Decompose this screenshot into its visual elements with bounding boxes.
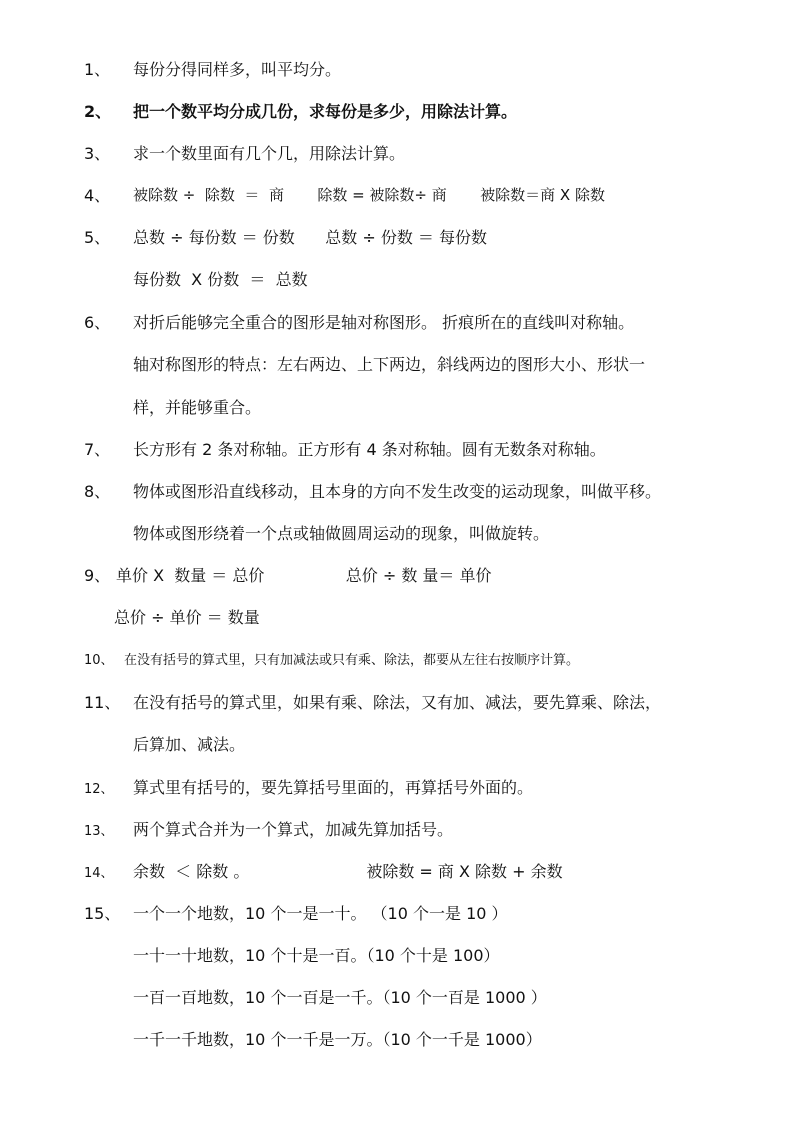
item-text: 求一个数里面有几个几，用除法计算。 bbox=[133, 144, 406, 163]
item-text: 物体或图形沿直线移动，且本身的方向不发生改变的运动现象，叫做平移。 bbox=[133, 482, 662, 501]
item-number: 10、 bbox=[84, 653, 114, 668]
item-12 bbox=[84, 778, 534, 797]
item-11 bbox=[84, 693, 662, 712]
item-text: 长方形有 2 条对称轴。正方形有 4 条对称轴。圆有无数条对称轴。 bbox=[133, 440, 606, 459]
item-number: 1、 bbox=[84, 60, 111, 79]
item-text: 被除数 ÷ 除数 ＝ 商 除数 = 被除数÷ 商 被除数＝商 X 除数 bbox=[133, 186, 605, 204]
item-text: 算式里有括号的，要先算括号里面的，再算括号外面的。 bbox=[133, 778, 534, 797]
item-8 bbox=[84, 482, 662, 501]
item-number: 9、 bbox=[84, 566, 111, 585]
item-3 bbox=[84, 144, 406, 163]
item-number: 5、 bbox=[84, 228, 111, 247]
item-text: 一个一个地数，10 个一是一十。 （10 个一是 10 ） bbox=[133, 904, 508, 923]
item-text: 余数 ＜ 除数 。 被除数 = 商 X 除数 + 余数 bbox=[133, 862, 563, 881]
item-5 bbox=[84, 228, 488, 247]
item-15 bbox=[84, 904, 508, 923]
item-text: 一十一十地数，10 个十是一百。（10 个十是 100） bbox=[133, 946, 500, 965]
item-number: 4、 bbox=[84, 186, 111, 205]
item-text: 一百一百地数，10 个一百是一千。（10 个一百是 1000 ） bbox=[133, 988, 547, 1007]
item-text: 单价 X 数量 ＝ 总价 总价 ÷ 数 量＝ 单价 bbox=[116, 566, 492, 585]
item-number: 11、 bbox=[84, 693, 121, 712]
item-7 bbox=[84, 440, 606, 459]
item-number: 15、 bbox=[84, 904, 121, 923]
item-text: 每份数 X 份数 ＝ 总数 bbox=[133, 270, 308, 289]
item-text: 物体或图形绕着一个点或轴做圆周运动的现象，叫做旋转。 bbox=[133, 524, 550, 543]
item-text: 在没有括号的算式里，只有加减法或只有乘、除法，都要从左往右按顺序计算。 bbox=[124, 653, 580, 668]
item-number: 6、 bbox=[84, 313, 111, 332]
item-text: 轴对称图形的特点：左右两边、上下两边，斜线两边的图形大小、形状一 bbox=[133, 355, 646, 374]
item-4 bbox=[84, 186, 605, 205]
item-number: 14、 bbox=[84, 866, 114, 881]
item-text: 两个算式合并为一个算式，加减先算加括号。 bbox=[133, 820, 454, 839]
item-number: 3、 bbox=[84, 144, 111, 163]
item-number: 12、 bbox=[84, 782, 114, 797]
item-14 bbox=[84, 862, 563, 881]
item-number: 7、 bbox=[84, 440, 111, 459]
item-number: 2、 bbox=[84, 102, 112, 121]
item-9 bbox=[84, 566, 492, 585]
item-text: 在没有括号的算式里，如果有乘、除法，又有加、减法，要先算乘、除法， bbox=[133, 693, 662, 712]
item-13 bbox=[84, 820, 454, 839]
item-number: 13、 bbox=[84, 824, 114, 839]
item-number: 8、 bbox=[84, 482, 111, 501]
item-text: 样，并能够重合。 bbox=[133, 398, 262, 417]
item-6 bbox=[84, 313, 635, 332]
item-10 bbox=[84, 653, 580, 668]
item-text: 总价 ÷ 单价 ＝ 数量 bbox=[114, 608, 260, 627]
item-text: 把一个数平均分成几份，求每份是多少，用除法计算。 bbox=[133, 102, 518, 121]
item-text: 后算加、减法。 bbox=[133, 735, 246, 754]
item-2 bbox=[84, 102, 518, 121]
item-text: 对折后能够完全重合的图形是轴对称图形。 折痕所在的直线叫对称轴。 bbox=[133, 313, 635, 332]
item-1 bbox=[84, 60, 342, 79]
item-text: 总数 ÷ 每份数 ＝ 份数 总数 ÷ 份数 ＝ 每份数 bbox=[133, 228, 488, 247]
item-text: 一千一千地数，10 个一千是一万。（10 个一千是 1000） bbox=[133, 1030, 542, 1049]
item-text: 每份分得同样多，叫平均分。 bbox=[133, 60, 342, 79]
